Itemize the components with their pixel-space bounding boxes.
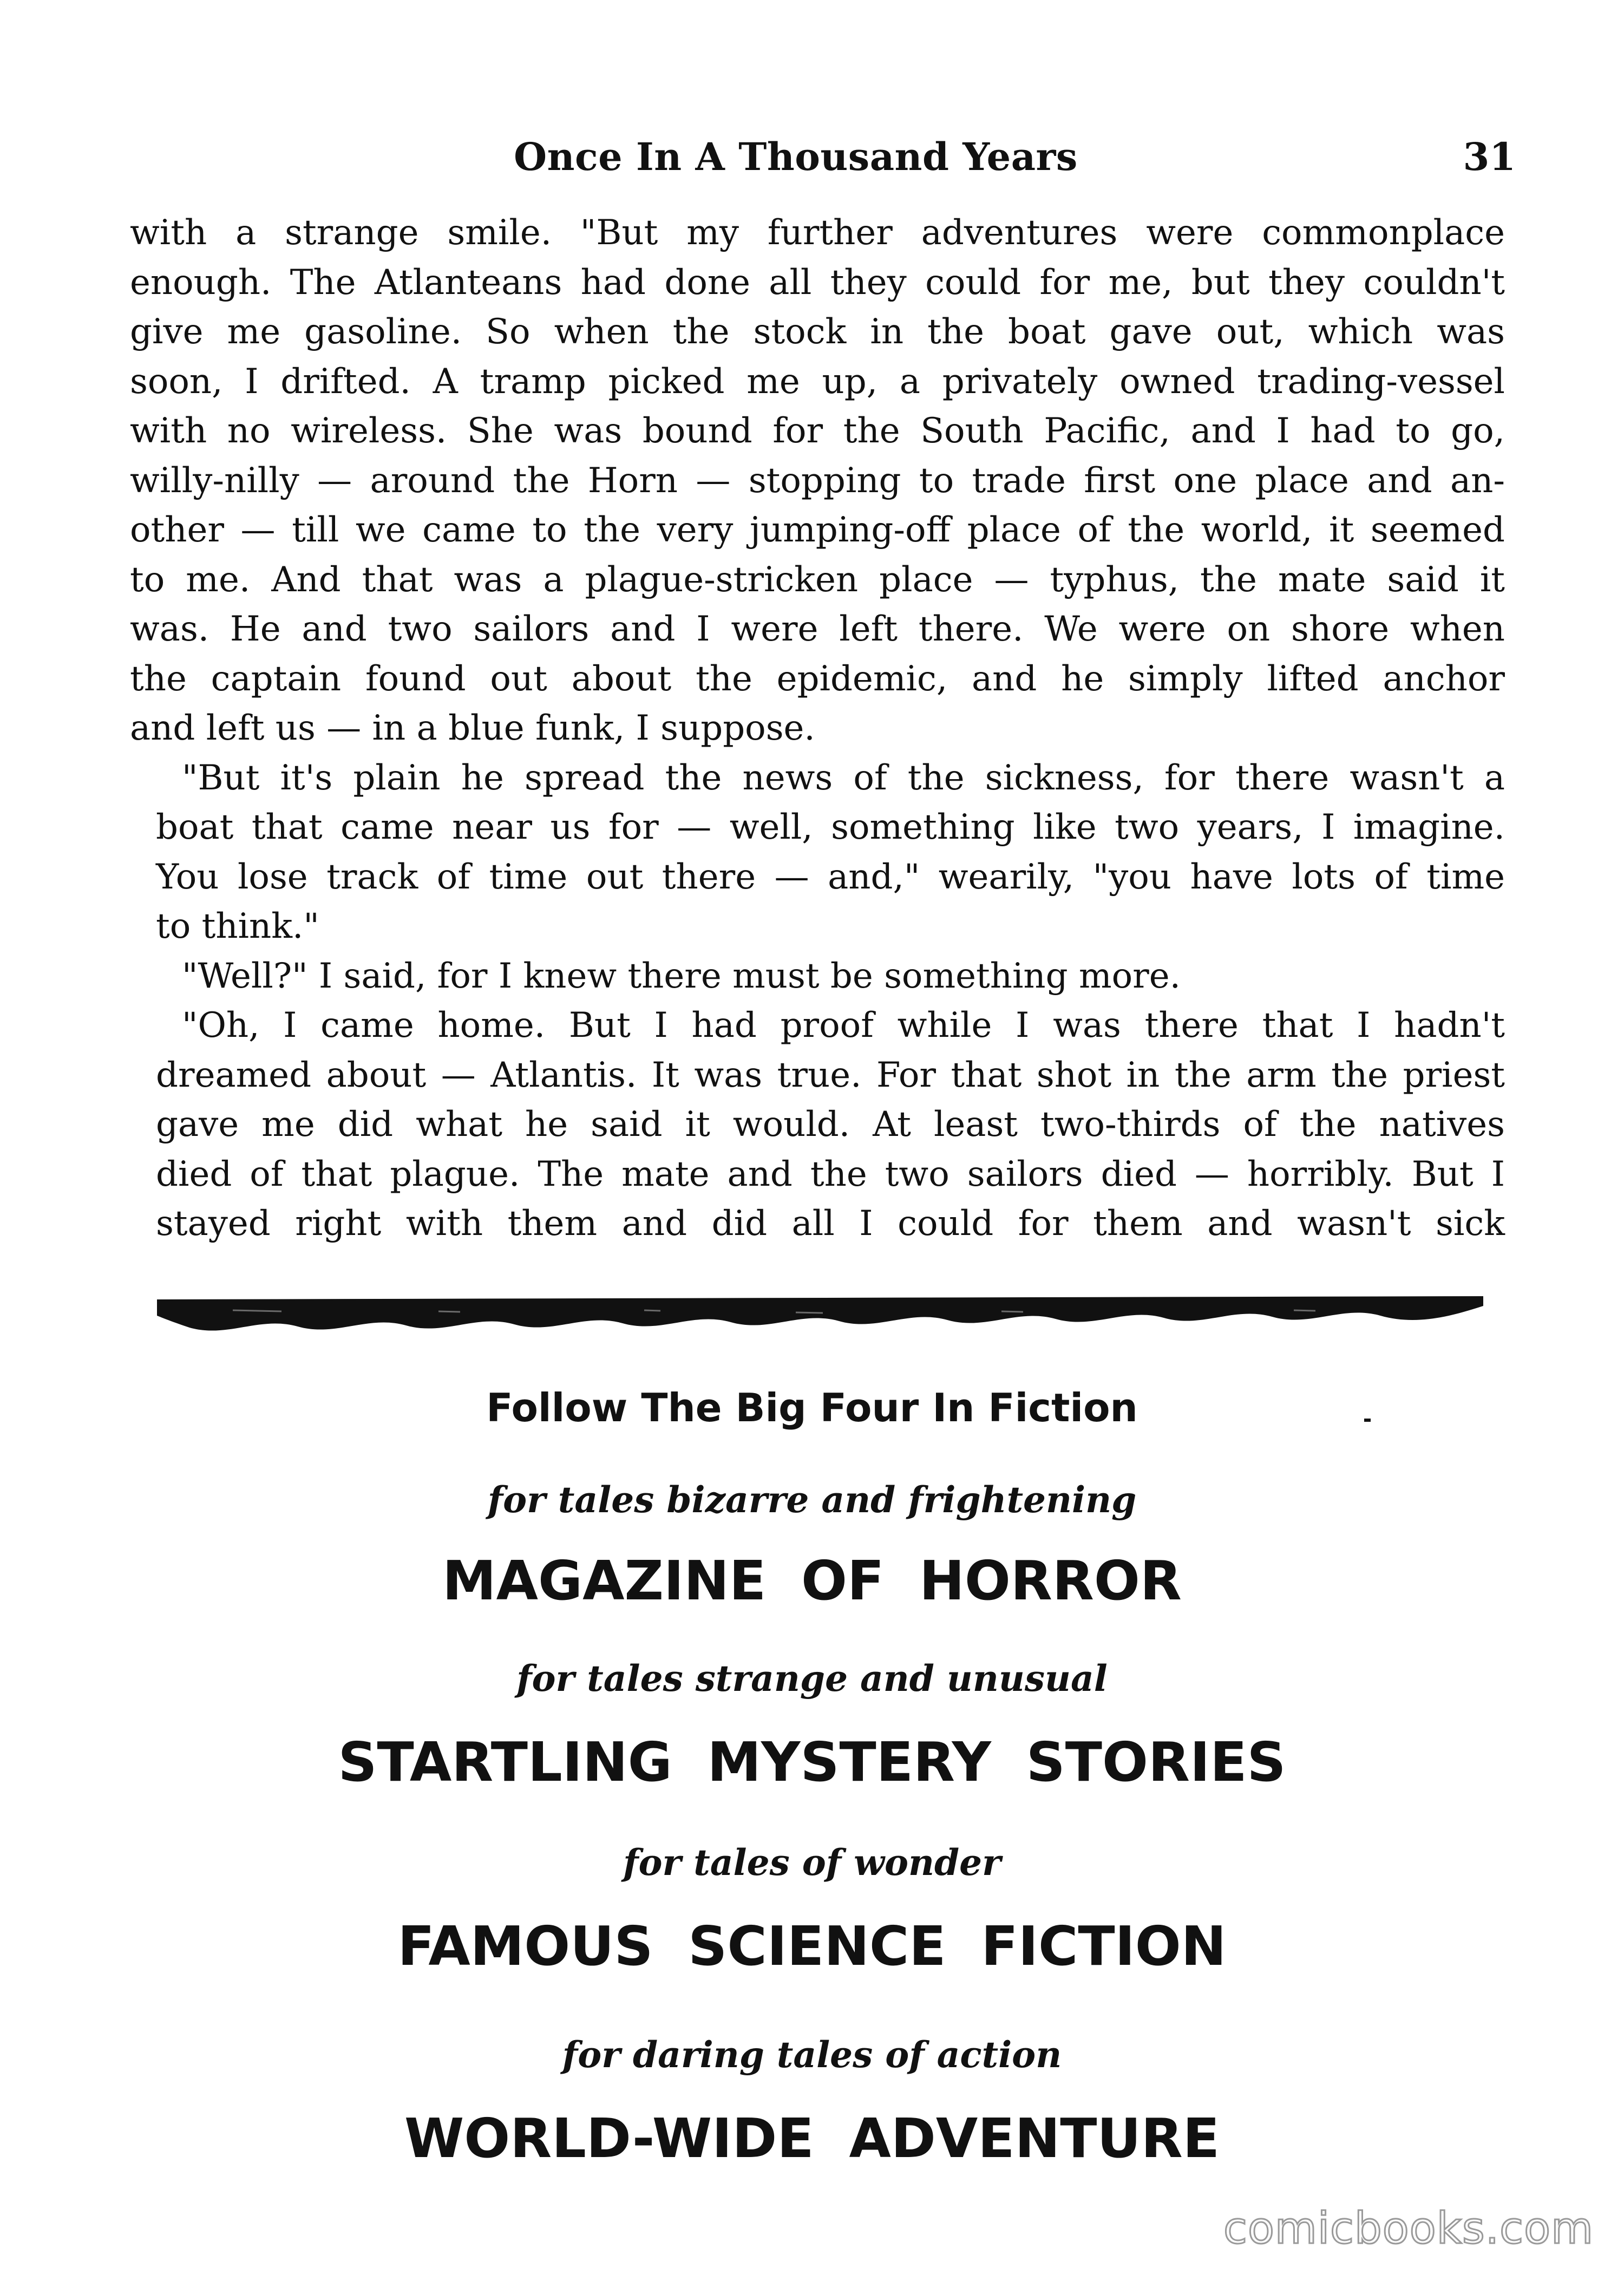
text-line: other — till we came to the very jumping-off place of the world, it seemed bbox=[130, 510, 1505, 550]
text-line: soon, I drifted. A tramp picked me up, a privately owned trading-vessel bbox=[130, 361, 1505, 402]
ad-magazine-title: FAMOUS SCIENCE FICTION bbox=[397, 1914, 1227, 1978]
text-line: with a strange smile. "But my further adventures were commonplace bbox=[130, 213, 1505, 253]
text-line: the captain found out about the epidemic, and he simply lifted anchor bbox=[130, 658, 1505, 699]
text-line: enough. The Atlanteans had done all they could for me, but they couldn't bbox=[130, 262, 1505, 303]
page-number: 31 bbox=[1463, 134, 1516, 179]
text-line: "Well?" I said, for I knew there must be something more. bbox=[182, 956, 1181, 996]
ad-tagline: for daring tales of action bbox=[562, 2034, 1062, 2076]
wavy-divider-rule bbox=[157, 1294, 1483, 1348]
text-line: "But it's plain he spread the news of the sickness, for there wasn't a bbox=[182, 757, 1505, 798]
ad-tagline: for tales of wonder bbox=[623, 1841, 1001, 1884]
paragraph-1 bbox=[130, 208, 1505, 754]
story-text bbox=[130, 208, 1505, 1249]
ad-magazine-title: WORLD-WIDE ADVENTURE bbox=[404, 2107, 1220, 2170]
text-line: to think." bbox=[156, 906, 319, 946]
text-line: with no wireless. She was bound for the South Pacific, and I had to go, bbox=[130, 411, 1505, 451]
ad-speck bbox=[1364, 1419, 1371, 1422]
ad-magazine-title: MAGAZINE OF HORROR bbox=[442, 1549, 1182, 1612]
text-line: You lose track of time out there — and," wearily, "you have lots of time bbox=[156, 857, 1505, 897]
text-line: give me gasoline. So when the stock in the boat gave out, which was bbox=[130, 312, 1505, 352]
ad-magazine-title: STARTLING MYSTERY STORIES bbox=[338, 1730, 1286, 1794]
text-line: to me. And that was a plague-stricken place — typhus, the mate said it bbox=[130, 559, 1505, 600]
paragraph-2 bbox=[130, 754, 1505, 952]
text-line: boat that came near us for — well, something like two years, I imagine. bbox=[156, 807, 1505, 847]
text-line: and left us — in a blue funk, I suppose. bbox=[130, 708, 815, 748]
text-line: gave me did what he said it would. At least two-thirds of the natives bbox=[156, 1105, 1505, 1145]
ad-tagline: for tales strange and unusual bbox=[516, 1657, 1108, 1700]
paragraph-4 bbox=[130, 1001, 1505, 1249]
text-line: dreamed about — Atlantis. It was true. For that shot in the arm the priest bbox=[156, 1055, 1505, 1095]
watermark-text: comicbooks.com bbox=[1223, 2203, 1594, 2253]
ad-tagline: for tales bizarre and frightening bbox=[487, 1479, 1137, 1521]
running-header bbox=[125, 130, 1516, 184]
paragraph-3 bbox=[130, 952, 1505, 1002]
running-title: Once In A Thousand Years bbox=[514, 134, 1078, 179]
text-line: was. He and two sailors and I were left there. We were on shore when bbox=[130, 609, 1505, 649]
text-line: stayed right with them and did all I could for them and wasn't sick bbox=[156, 1204, 1505, 1244]
ad-heading: Follow The Big Four In Fiction bbox=[486, 1385, 1138, 1430]
text-line: willy-nilly — around the Horn — stopping to trade first one place and an- bbox=[130, 460, 1505, 501]
text-line: died of that plague. The mate and the two sailors died — horribly. But I bbox=[156, 1154, 1505, 1194]
text-line: "Oh, I came home. But I had proof while I was there that I hadn't bbox=[182, 1005, 1505, 1045]
